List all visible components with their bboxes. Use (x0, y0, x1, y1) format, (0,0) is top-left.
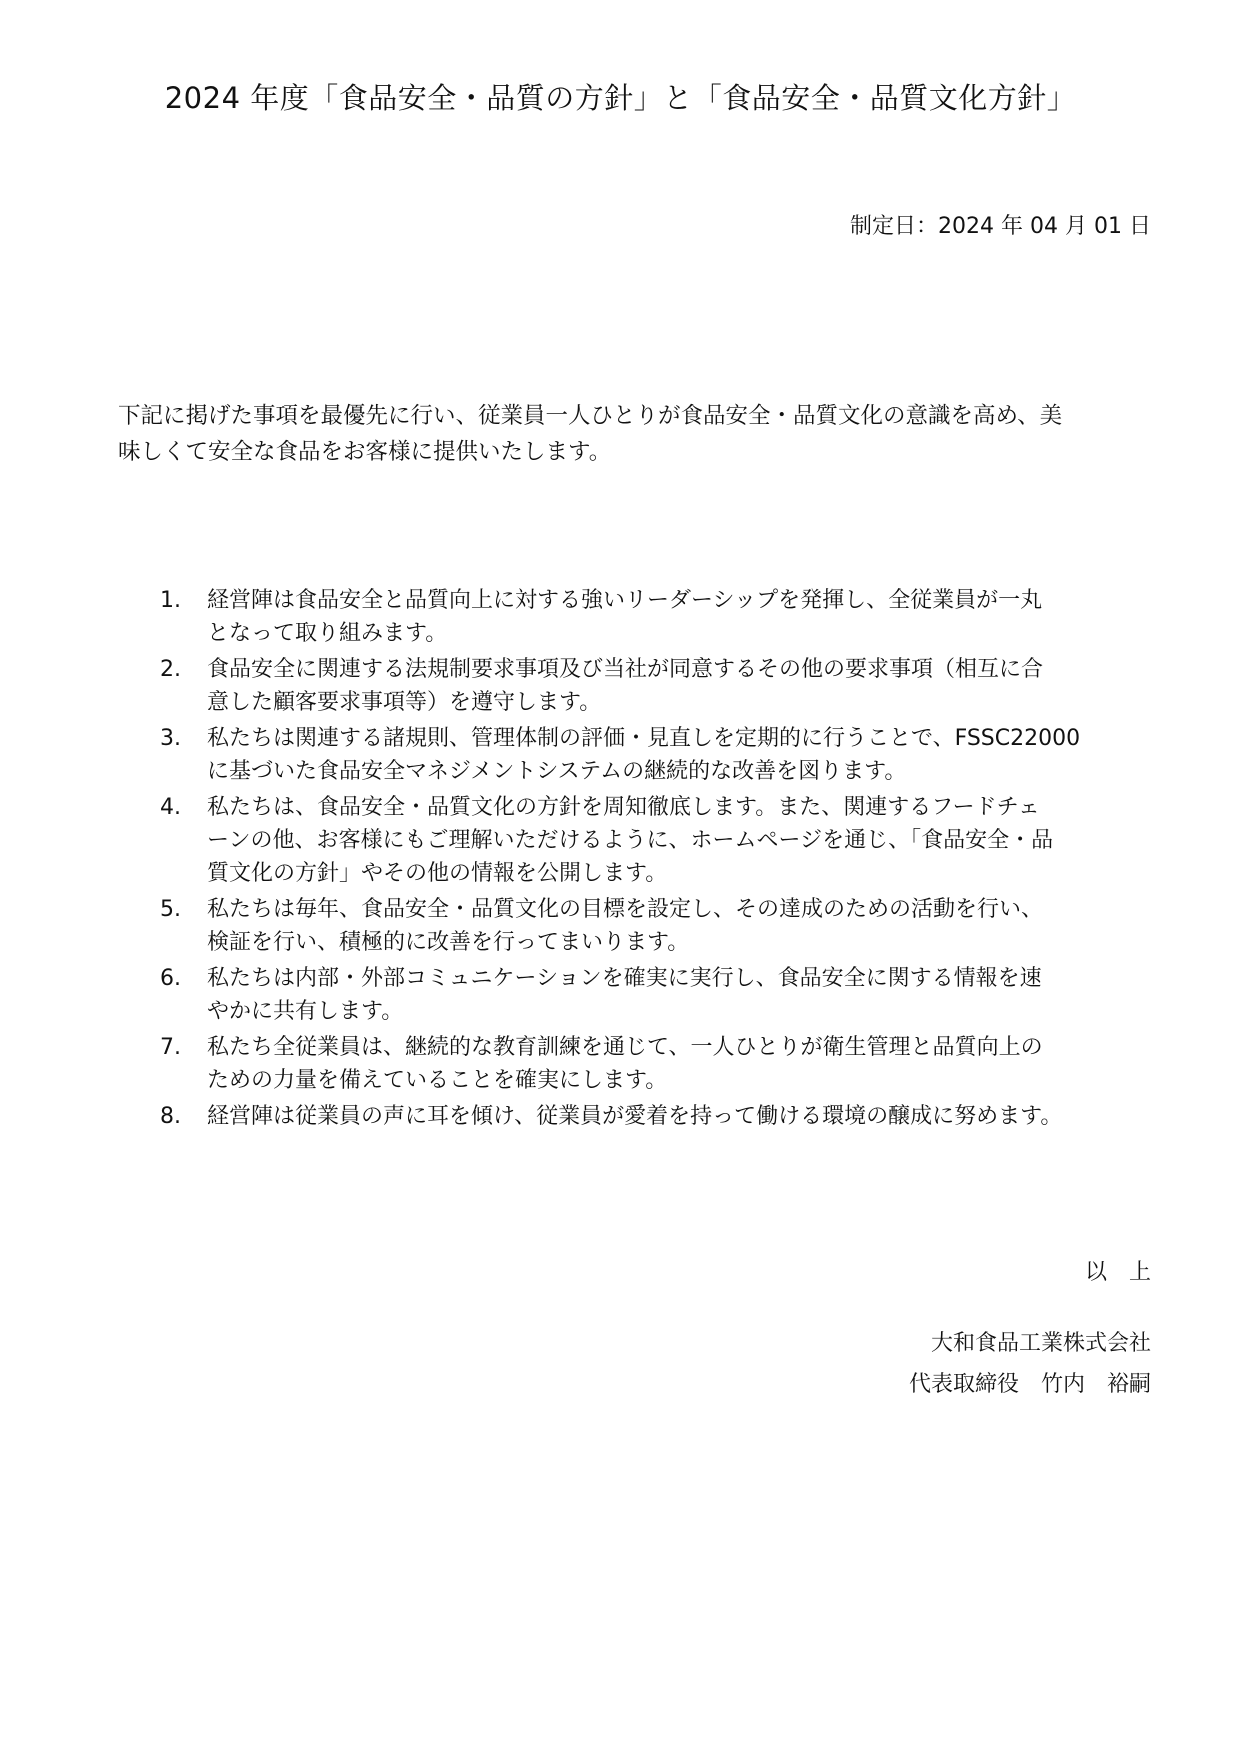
policy-text-line: ための力量を備えていることを確実にします。 (207, 1068, 668, 1093)
signatory-name: 代表取締役 竹内 裕嗣 (908, 1372, 1151, 1397)
policy-text-line: に基づいた食品安全マネジメントシステムの継続的な改善を図ります。 (207, 759, 907, 784)
policy-item (160, 791, 1170, 890)
policy-item (160, 653, 1170, 719)
policy-text-line: 私たちは、食品安全・品質文化の方針を周知徹底します。また、関連するフードチェ (207, 795, 1040, 820)
policy-text-line: 私たちは内部・外部コミュニケーションを確実に実行し、食品安全に関する情報を速 (207, 966, 1042, 991)
policy-text-line: 私たちは毎年、食品安全・品質文化の目標を設定し、その達成のための活動を行い、 (207, 897, 1044, 922)
policy-text-line: となって取り組みます。 (207, 621, 448, 646)
policy-number: 4. (160, 795, 181, 820)
intro-line: 下記に掲げた事項を最優先に行い、従業員一人ひとりが食品安全・品質文化の意識を高め、美 (118, 403, 1063, 429)
policy-text-line: 意した顧客要求事項等）を遵守します。 (207, 690, 602, 715)
policy-number: 7. (160, 1035, 181, 1060)
policy-number: 1. (160, 588, 181, 613)
policy-item (160, 1031, 1170, 1097)
policy-item (160, 722, 1170, 788)
established-date: 制定日：2024 年 04 月 01 日 (850, 214, 1151, 239)
closing-mark: 以 上 (1084, 1260, 1151, 1285)
policy-item (160, 584, 1170, 650)
policy-text-line: ーンの他、お客様にもご理解いただけるように、ホームページを通じ、「食品安全・品 (207, 828, 1054, 853)
intro-paragraph (118, 398, 1158, 470)
policy-text-line: 食品安全に関連する法規制要求事項及び当社が同意するその他の要求事項（相互に合 (207, 657, 1044, 682)
policy-text-line: 経営陣は従業員の声に耳を傾け、従業員が愛着を持って働ける環境の醸成に努めます。 (207, 1104, 1063, 1129)
policy-text-line: 私たち全従業員は、継続的な教育訓練を通じて、一人ひとりが衛生管理と品質向上の (207, 1035, 1043, 1060)
policy-text-line: 私たちは関連する諸規則、管理体制の評価・見直しを定期的に行うことで、FSSC22000 (207, 726, 1081, 751)
policy-item (160, 893, 1170, 959)
policy-text-line: 質文化の方針」やその他の情報を公開します。 (207, 861, 668, 886)
policy-number: 3. (160, 726, 181, 751)
policy-item (160, 1100, 1170, 1133)
intro-line: 味しくて安全な食品をお客様に提供いたします。 (118, 439, 612, 465)
policy-text-line: 検証を行い、積極的に改善を行ってまいります。 (207, 930, 690, 955)
policy-number: 2. (160, 657, 181, 682)
policy-number: 8. (160, 1104, 181, 1129)
policy-item (160, 962, 1170, 1028)
policy-list (160, 584, 1170, 1136)
policy-number: 6. (160, 966, 181, 991)
company-name: 大和食品工業株式会社 (930, 1331, 1151, 1356)
policy-text-line: 経営陣は食品安全と品質向上に対する強いリーダーシップを発揮し、全従業員が一丸 (207, 588, 1043, 613)
document-title: 2024 年度「食品安全・品質の方針」と「食品安全・品質文化方針」 (164, 81, 1077, 115)
policy-number: 5. (160, 897, 181, 922)
policy-text-line: やかに共有します。 (207, 999, 404, 1024)
